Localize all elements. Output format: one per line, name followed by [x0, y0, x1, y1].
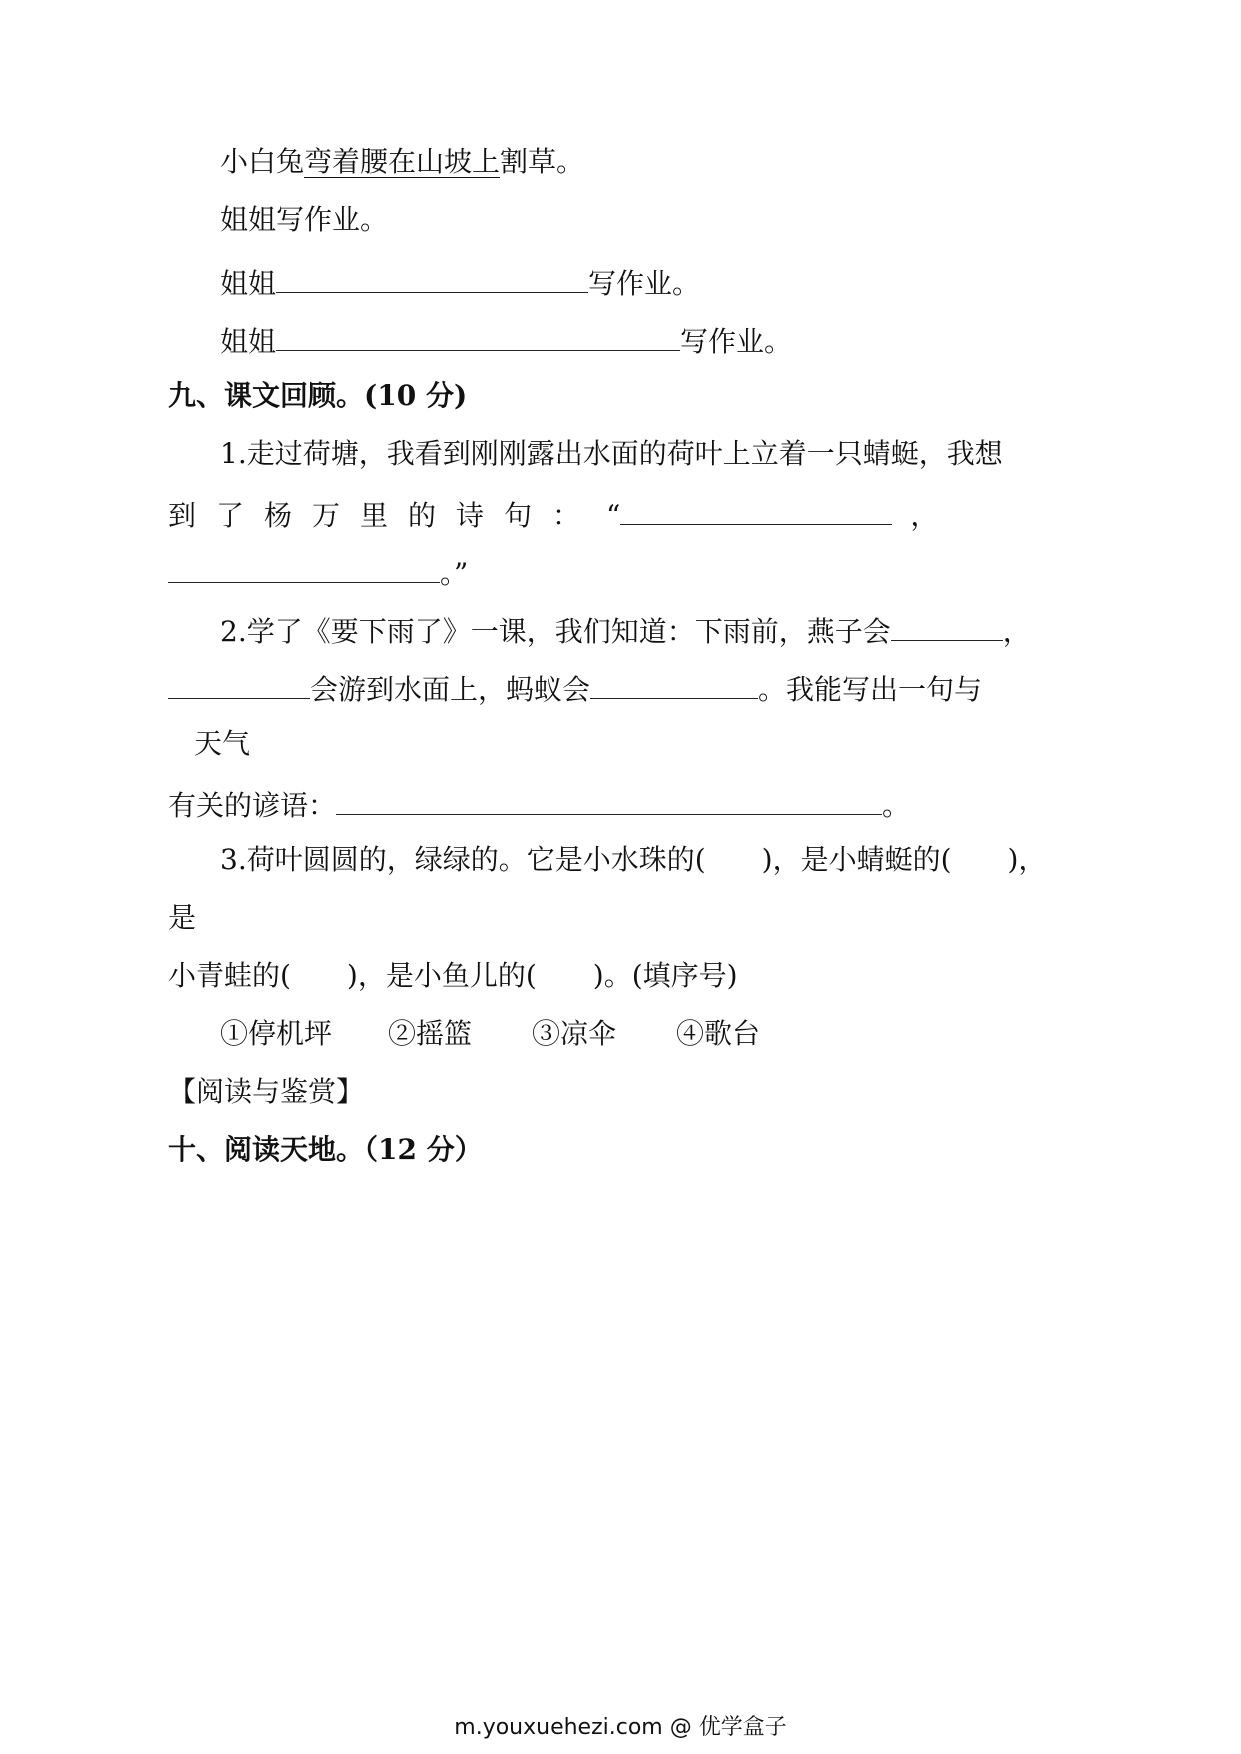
q3-line-3: 小青蛙的( )，是小鱼儿的( )。(填序号)	[168, 959, 738, 992]
option-4: ④歌台	[676, 1017, 761, 1050]
q2-line-2: 会游到水面上，蚂蚁会 。我能写出一句与	[168, 672, 982, 704]
q3-options	[220, 1017, 761, 1050]
q1-line-2: 到了杨万里的诗句： “ ，	[168, 499, 939, 532]
option-1: ①停机坪	[220, 1017, 333, 1050]
q3-line-2: 是	[168, 901, 197, 934]
example-underlined-phrase: 弯着腰在山坡上	[304, 145, 501, 178]
option-2: ②摇篮	[388, 1017, 473, 1050]
q2-line-4: 有关的谚语： 。	[168, 789, 911, 822]
section-10-heading: 十、阅读天地。（12 分）	[168, 1133, 483, 1166]
answer-blank-rewrite-2[interactable]	[276, 324, 680, 351]
q1-line-1: 1.走过荷塘，我看到刚刚露出水面的荷叶上立着一只蜻蜓，我想	[220, 437, 1003, 470]
answer-blank-fish[interactable]	[168, 672, 310, 699]
option-3: ③凉伞	[532, 1017, 617, 1050]
answer-blank-swallow[interactable]	[891, 614, 1003, 641]
q3-line-1: 3.荷叶圆圆的，绿绿的。它是小水珠的( )，是小蜻蜓的( )，	[220, 843, 1047, 876]
example-sentence: 小白兔弯着腰在山坡上割草。	[220, 145, 585, 178]
answer-blank-poem-1[interactable]	[620, 498, 892, 525]
answer-blank-poem-2[interactable]	[168, 556, 440, 583]
base-sentence: 姐姐写作业。	[220, 203, 389, 236]
answer-blank-ant[interactable]	[590, 672, 758, 699]
answer-blank-rewrite-1[interactable]	[276, 266, 588, 293]
section-9-heading: 九、课文回顾。(10 分)	[168, 379, 468, 412]
rewrite-line-1: 姐姐 写作业。	[220, 267, 701, 300]
q2-line-1: 2.学了《要下雨了》一课，我们知道：下雨前，燕子会 ，	[220, 615, 1031, 648]
q2-line-3: 天气	[194, 727, 251, 760]
answer-blank-proverb[interactable]	[336, 788, 882, 815]
footer-watermark: m.youxuehezi.com @ 优学盒子	[454, 1715, 787, 1740]
reading-appreciation-label: 【阅读与鉴赏】	[168, 1075, 365, 1108]
rewrite-line-2: 姐姐 写作业。	[220, 325, 793, 358]
q1-line-3: 。”	[168, 556, 468, 588]
